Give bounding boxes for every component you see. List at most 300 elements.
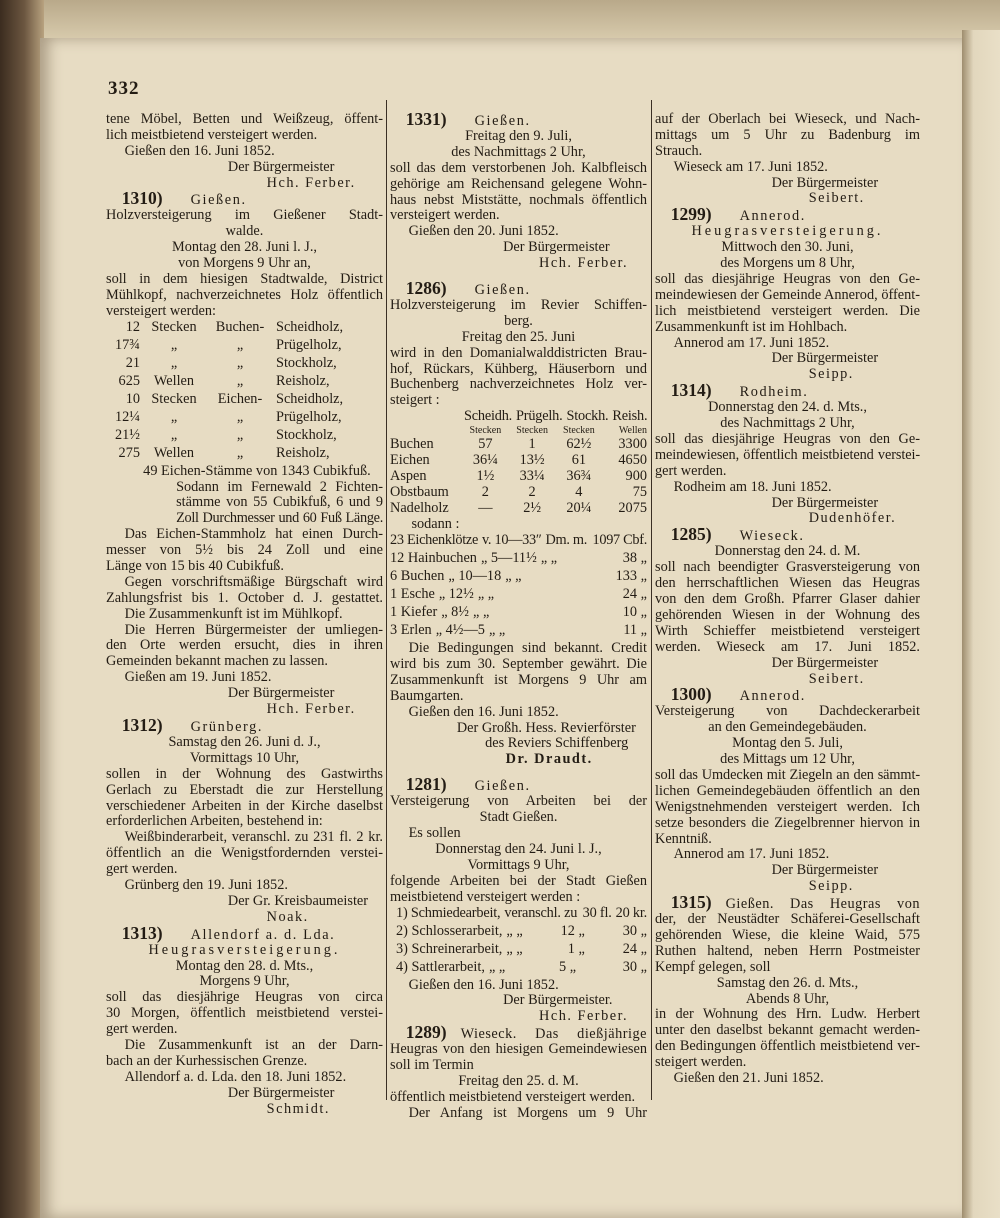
table-row bbox=[390, 469, 647, 485]
signatory-title: Der Bürgermeister bbox=[227, 686, 335, 702]
signatory-name: Seibert. bbox=[808, 191, 865, 207]
text-line: Die Bedingungen sind bekannt. Credit bbox=[408, 641, 647, 657]
cell: 12 bbox=[125, 319, 140, 335]
text-line: steigert werden. bbox=[655, 1055, 747, 1071]
text-line: Gießen den 20. Juni 1852. bbox=[408, 224, 559, 240]
text-line: gehörenden Wiese, die kleine Waid, 575 bbox=[655, 927, 920, 943]
cell bbox=[390, 409, 460, 425]
text-line: Mittwoch den 30. Juni, bbox=[721, 240, 854, 256]
cell: Obstbaum bbox=[390, 485, 449, 501]
text-line: Kenntniß. bbox=[655, 831, 712, 847]
cell: 21½ bbox=[114, 427, 140, 443]
text-line: mittags um 5 Uhr zu Badenburg im bbox=[655, 127, 920, 143]
cell: Scheidh. bbox=[464, 409, 513, 425]
cell: 20¼ bbox=[566, 501, 592, 517]
column-rule bbox=[651, 100, 652, 1100]
notice-heading bbox=[106, 718, 383, 735]
text-line: Annerod am 17. Juni 1852. bbox=[673, 335, 830, 351]
cell: 12 Hainbuchen bbox=[390, 551, 477, 567]
notice-place: Allendorf a. d. Lda. bbox=[190, 926, 336, 943]
cell: 900 bbox=[625, 469, 647, 485]
text-line: bach an der Kurhessischen Grenze. bbox=[106, 1053, 308, 1069]
text-line: gehörige am Reichensand gelegene Wohn- bbox=[390, 176, 647, 192]
signatory-name: Seipp. bbox=[808, 367, 854, 383]
cell: 10 „ bbox=[622, 605, 647, 621]
list-row bbox=[390, 551, 647, 569]
notice-place: Grünberg. bbox=[190, 718, 264, 735]
cell: „ bbox=[236, 445, 244, 461]
notice-number: 1289) bbox=[405, 1025, 447, 1043]
text-line: soll das Umdecken mit Ziegeln an den sämmt- bbox=[655, 767, 920, 783]
cell: 10 bbox=[125, 391, 140, 407]
text-line: Donnerstag den 24. Juni l. J., bbox=[435, 841, 602, 857]
cell: 20 kr. bbox=[615, 905, 647, 921]
text-line: den herrschaftlichen Wiesen das Heugras bbox=[655, 576, 920, 592]
cell: Stockholz, bbox=[276, 355, 337, 371]
text-line: Kempf gelegen, soll bbox=[655, 959, 771, 975]
text-line: Das Eichen-Stammholz hat einen Durch- bbox=[124, 527, 383, 543]
text-line: Abends 8 Uhr, bbox=[745, 991, 830, 1007]
text-line: Zusammenkunft ist Morgens 9 Uhr am bbox=[390, 672, 647, 688]
text-line: soll das diesjährige Heugras von circa bbox=[106, 990, 383, 1006]
cell: Eichen- bbox=[217, 391, 263, 407]
text-line: soll nach beendigter Grasversteigerung von bbox=[655, 560, 920, 576]
text-line: Holzversteigerung im Revier Schiffen- bbox=[390, 298, 647, 314]
notice-number: 1300) bbox=[670, 687, 712, 705]
list-row bbox=[390, 569, 647, 587]
text-line: Donnerstag den 24. d. M. bbox=[714, 544, 861, 560]
signatory-title: Der Bürgermeister bbox=[771, 863, 879, 879]
text-line: Gießen den 16. Juni 1852. bbox=[408, 704, 559, 720]
list-row bbox=[106, 410, 383, 428]
notice-heading bbox=[390, 1025, 647, 1042]
notice-heading bbox=[106, 926, 383, 943]
text-line: Wenigstnehmenden versteigert werden. Ich bbox=[655, 799, 920, 815]
text-line: Holzversteigerung im Gießener Stadt- bbox=[106, 208, 383, 224]
text-line: Ruthen haltend, neben Herrn Postmeister bbox=[655, 943, 920, 959]
cell: „ bbox=[170, 355, 178, 371]
next-page-edge bbox=[962, 30, 1000, 1218]
cell: — bbox=[478, 501, 493, 517]
list-row bbox=[390, 533, 647, 551]
signatory-name: Noak. bbox=[266, 909, 309, 925]
cell: Nadelholz bbox=[390, 501, 449, 517]
cell: 30 „ bbox=[622, 923, 647, 939]
signatory-title: Der Bürgermeister bbox=[771, 655, 879, 671]
signatory-name: Dudenhöfer. bbox=[808, 511, 897, 527]
text-line: Vormittags 10 Uhr, bbox=[189, 750, 300, 766]
table-header-row bbox=[390, 425, 647, 437]
cell: 30 „ bbox=[622, 959, 647, 975]
cell: „ „ bbox=[540, 551, 558, 567]
text-line: Gießen am 19. Juni 1852. bbox=[124, 670, 272, 686]
cell: „ bbox=[236, 373, 244, 389]
text-line: Grünberg den 19. Juni 1852. bbox=[124, 877, 288, 893]
cell: 13½ bbox=[519, 453, 545, 469]
cell: Stockh. bbox=[566, 409, 609, 425]
text-line: von den dem Großh. Pfarrer Glaser dahier bbox=[655, 592, 920, 608]
text-line: Heugras von den hiesigen Gemeindewiesen bbox=[390, 1042, 647, 1058]
signatory-title: Der Bürgermeister bbox=[227, 159, 335, 175]
signatory-name: Seipp. bbox=[808, 879, 854, 895]
book-spine bbox=[0, 0, 44, 1218]
notice-place: Annerod. bbox=[739, 688, 806, 705]
notice-number: 1299) bbox=[670, 207, 712, 225]
notice-heading bbox=[655, 895, 920, 912]
cell: 2) Schlosserarbeit, bbox=[396, 923, 503, 939]
cell: 3300 bbox=[618, 437, 647, 453]
cell: 2 bbox=[481, 485, 489, 501]
text-line: Samstag den 26. Juni d. J., bbox=[168, 734, 321, 750]
cell: Buchen- bbox=[215, 319, 265, 335]
cell: 1 Esche bbox=[390, 587, 435, 603]
text-line: sollen in der Wohnung des Gastwirths bbox=[106, 766, 383, 782]
cell: 11 „ bbox=[623, 623, 647, 639]
text-line: Gerlach zu Eberstadt die zur Herstellung bbox=[106, 782, 383, 798]
notice-place: Gießen. bbox=[474, 113, 531, 129]
cell: Scheidholz, bbox=[276, 391, 344, 407]
text-line: Heugrasversteigerung. bbox=[148, 942, 341, 958]
list-row bbox=[106, 428, 383, 446]
text-line: soll in dem hiesigen Stadtwalde, District bbox=[106, 272, 383, 288]
signatory-title: Der Gr. Kreisbaumeister bbox=[227, 893, 369, 909]
cell: Wellen bbox=[153, 445, 195, 461]
text-line: Wieseck am 17. Juni 1852. bbox=[673, 159, 828, 175]
text-line: Samstag den 26. d. Mts., bbox=[716, 975, 859, 991]
text-line: 30 Morgen, öffentlich meistbietend verstei- bbox=[106, 1006, 383, 1022]
text-line: Zusammenkunft ist im Hohlbach. bbox=[655, 319, 848, 335]
notice-number: 1285) bbox=[670, 527, 712, 545]
cell: Wellen bbox=[153, 373, 195, 389]
text-line: Gegen vorschriftsmäßige Bürgschaft wird bbox=[124, 574, 383, 590]
cell: „ bbox=[170, 427, 178, 443]
text-line: Donnerstag den 24. d. Mts., bbox=[708, 400, 867, 416]
signatory-title: des Reviers Schiffenberg bbox=[485, 736, 629, 752]
cell: 3 Erlen bbox=[390, 623, 432, 639]
cell: 275 bbox=[118, 445, 140, 461]
text-line: gert werden. bbox=[106, 1022, 178, 1038]
signatory-name: Hch. Ferber. bbox=[539, 1009, 629, 1025]
cell: „ bbox=[236, 355, 244, 371]
notice-place: Gießen. Das Heugras von bbox=[725, 896, 920, 913]
cell: „ 8½ bbox=[441, 605, 470, 621]
text-line: meindewiesen der Gemeinde Annerod, öffent- bbox=[655, 287, 920, 303]
signatory-name: Seibert. bbox=[808, 671, 865, 687]
cell: Reish. bbox=[612, 409, 647, 425]
text-line: werden. Wieseck am 17. Juni 1852. bbox=[655, 639, 920, 655]
text-line: Strauch. bbox=[655, 143, 703, 159]
notice-number: 1315) bbox=[670, 895, 712, 913]
text-line: gert werden. bbox=[655, 463, 727, 479]
notice-number: 1314) bbox=[670, 383, 712, 401]
cell: 36¾ bbox=[566, 469, 592, 485]
text-line: den Orte werden ersucht, dies in ihren bbox=[106, 638, 383, 654]
text-line: des Mittags um 12 Uhr, bbox=[720, 752, 855, 768]
signatory-name: Dr. Draudt. bbox=[505, 752, 593, 768]
notice-place: Wieseck. bbox=[739, 528, 805, 545]
text-line: hof, Rückars, Kühberg, Häuserborn und bbox=[390, 361, 647, 377]
text-line: verschiedener Arbeiten in der Kirche daselbst bbox=[106, 798, 383, 814]
text-line: Gießen den 16. Juni 1852. bbox=[408, 977, 559, 993]
cell: Stecken bbox=[151, 319, 197, 335]
text-line: Freitag den 9. Juli, bbox=[465, 129, 572, 144]
text-line: den Bedingungen öffentlich meistbietend ver- bbox=[655, 1039, 920, 1055]
cell: „ „ bbox=[488, 959, 506, 975]
cell: 33¼ bbox=[519, 469, 545, 485]
text-line: sodann : bbox=[411, 517, 460, 533]
text-line: Der Anfang ist Morgens um 9 Uhr bbox=[408, 1105, 647, 1121]
text-line: Es sollen bbox=[408, 826, 461, 842]
notice-heading bbox=[390, 112, 647, 129]
notice-place: Wieseck. Das dießjährige bbox=[460, 1026, 647, 1043]
text-line: Versteigerung von Arbeiten bei der bbox=[390, 794, 647, 810]
list-row bbox=[390, 942, 647, 960]
cell: 1 Kiefer bbox=[390, 605, 438, 621]
text-line: der, der Neustädter Schäferei-Gesellschaft bbox=[655, 912, 920, 928]
cell: 625 bbox=[118, 373, 140, 389]
text-line: Länge von 15 bis 40 Cubikfuß. bbox=[106, 559, 284, 575]
notice-heading bbox=[655, 687, 920, 704]
text-line: Buchenberg nachverzeichnetes Holz ver- bbox=[390, 377, 647, 393]
cell: „ „ bbox=[488, 623, 506, 639]
text-line: Allendorf a. d. Lda. den 18. Juni 1852. bbox=[124, 1069, 347, 1085]
text-line: steigert : bbox=[390, 393, 440, 409]
text-line: Freitag den 25. Juni bbox=[461, 329, 576, 345]
text-line: in der Wohnung des Hrn. Ludw. Herbert bbox=[655, 1007, 920, 1023]
text-line: soll das diesjährige Heugras von den Ge- bbox=[655, 272, 920, 288]
cell: 133 „ bbox=[615, 569, 647, 585]
text-line: walde. bbox=[225, 224, 264, 240]
notice-place: Annerod. bbox=[739, 208, 806, 225]
text-line: meindewiesen, öffentlich meistbietend verstei- bbox=[655, 447, 920, 463]
text-line: gert werden. bbox=[106, 862, 178, 878]
text-line: Stadt Gießen. bbox=[479, 810, 558, 826]
cell: 5 „ bbox=[559, 959, 577, 975]
cell: Wellen bbox=[618, 425, 647, 437]
cell: „ „ bbox=[506, 923, 523, 939]
text-line: lich meistbietend versteigert werden. Die bbox=[655, 303, 920, 319]
cell: Buchen bbox=[390, 437, 434, 453]
column-rule bbox=[386, 100, 387, 1100]
table-row bbox=[390, 501, 647, 517]
text-line: messer von 5½ bis 24 Zoll und eine bbox=[106, 543, 383, 559]
text-line: Zoll Durchmesser und 60 Fuß Länge. bbox=[176, 511, 383, 527]
cell: Aspen bbox=[390, 469, 427, 485]
cell: Stecken bbox=[563, 425, 595, 437]
cell: „ bbox=[236, 337, 244, 353]
cell: 24 „ bbox=[622, 941, 647, 957]
cell: „ bbox=[170, 337, 178, 353]
text-line: tene Möbel, Betten und Weißzeug, öffent- bbox=[106, 112, 383, 127]
text-line: Versteigerung von Dachdeckerarbeit bbox=[655, 704, 920, 720]
cell: 12 „ bbox=[560, 923, 585, 939]
cell: Reisholz, bbox=[276, 373, 330, 389]
cell: „ 12½ bbox=[438, 587, 474, 603]
list-row bbox=[390, 605, 647, 623]
cell: 1) Schmiedearbeit, bbox=[396, 905, 501, 921]
signatory-title: Der Großh. Hess. Revierförster bbox=[456, 720, 636, 736]
cell: Prügelh. bbox=[516, 409, 563, 425]
cell: „ „ bbox=[473, 605, 490, 621]
text-line: Annerod am 17. Juni 1852. bbox=[673, 847, 830, 863]
cell: „ 5—11½ bbox=[480, 551, 537, 567]
cell: 61 bbox=[571, 453, 587, 469]
list-row bbox=[106, 320, 383, 338]
notice-heading bbox=[106, 191, 383, 208]
cell: 62½ bbox=[566, 437, 592, 453]
cell: „ „ bbox=[506, 941, 523, 957]
cell: „ 10—18 bbox=[448, 569, 502, 585]
list-row bbox=[106, 338, 383, 356]
cell: 21 bbox=[125, 355, 140, 371]
cell: Dm. m. bbox=[545, 533, 588, 549]
signatory-title: Der Bürgermeister bbox=[771, 175, 879, 191]
list-row bbox=[390, 924, 647, 942]
table-row bbox=[390, 485, 647, 501]
signatory-name: Hch. Ferber. bbox=[266, 175, 356, 191]
text-line: Gießen den 21. Juni 1852. bbox=[673, 1070, 824, 1086]
cell: „ bbox=[236, 409, 244, 425]
notice-place: Gießen. bbox=[190, 192, 247, 209]
cell: Stecken bbox=[469, 425, 502, 437]
notice-heading bbox=[390, 281, 647, 298]
cell: 1 „ bbox=[567, 941, 585, 957]
text-line: Montag den 5. Juli, bbox=[732, 736, 843, 752]
cell: Prügelholz, bbox=[276, 337, 342, 353]
table-row bbox=[390, 453, 647, 469]
text-line: wird in den Domanialwalddistricten Brau- bbox=[390, 345, 647, 361]
list-row bbox=[106, 392, 383, 410]
signatory-title: Der Bürgermeister bbox=[503, 240, 610, 256]
signatory-title: Der Bürgermeister bbox=[771, 495, 879, 511]
text-line: stämme von 55 Cubikfuß, 6 und 9 bbox=[176, 495, 383, 511]
text-line: auf der Oberlach bei Wieseck, und Nach- bbox=[655, 112, 920, 127]
text-line: Baumgarten. bbox=[390, 688, 464, 704]
text-line: gehörenden Wiesen in der Wohnung des bbox=[655, 607, 920, 623]
list-row bbox=[390, 960, 647, 978]
text-line: 49 Eichen-Stämme von 1343 Cubikfuß. bbox=[143, 463, 371, 479]
cell: 1½ bbox=[476, 469, 495, 485]
notice-heading bbox=[655, 383, 920, 400]
notice-heading bbox=[655, 527, 920, 544]
text-line: des Nachmittags 2 Uhr, bbox=[451, 144, 586, 160]
cell: „ 4½—5 bbox=[435, 623, 485, 639]
cell: 4 bbox=[575, 485, 583, 501]
text-line: öffentlich meistbietend versteigert werden. bbox=[390, 1089, 636, 1105]
list-row bbox=[106, 446, 383, 464]
cell: Stecken bbox=[151, 391, 197, 407]
cell bbox=[390, 425, 460, 437]
cell: „ bbox=[236, 427, 244, 443]
cell: 24 „ bbox=[622, 587, 647, 603]
cell: 1 bbox=[528, 437, 536, 453]
signatory-name: Hch. Ferber. bbox=[539, 256, 629, 272]
text-line: Weißbinderarbeit, veranschl. zu 231 fl. 2 kr. bbox=[124, 830, 383, 846]
column-1 bbox=[106, 112, 383, 1117]
cell: Prügelholz, bbox=[276, 409, 342, 425]
cell: 57 bbox=[478, 437, 493, 453]
cell: 12¼ bbox=[114, 409, 140, 425]
notice-place: Rodheim. bbox=[739, 384, 809, 401]
cell: 38 „ bbox=[622, 551, 647, 567]
text-line: Montag den 28. d. Mts., bbox=[175, 958, 314, 974]
notice-place: Gießen. bbox=[474, 778, 531, 795]
text-line: Vormittags 9 Uhr, bbox=[467, 857, 570, 873]
table-header-row bbox=[390, 409, 647, 425]
text-line: Sodann im Fernewald 2 Fichten- bbox=[176, 479, 383, 495]
text-line: folgende Arbeiten bei der Stadt Gießen bbox=[390, 873, 647, 889]
text-line: von Morgens 9 Uhr an, bbox=[178, 256, 311, 272]
cell: 6 Buchen bbox=[390, 569, 445, 585]
cell: 2½ bbox=[523, 501, 542, 517]
text-line: soll im Termin bbox=[390, 1058, 474, 1074]
notice-number: 1286) bbox=[405, 281, 447, 299]
list-row bbox=[106, 374, 383, 392]
text-line: erforderlichen Arbeiten, bestehend in: bbox=[106, 814, 323, 830]
text-line: Freitag den 25. d. M. bbox=[458, 1073, 579, 1089]
text-line: Wirth Schieffer meistbietend versteigert bbox=[655, 623, 920, 639]
column-2 bbox=[390, 112, 647, 1122]
cell: „ „ bbox=[505, 569, 522, 585]
list-row bbox=[106, 356, 383, 374]
cell: Stecken bbox=[516, 425, 548, 437]
signatory-title: Der Bürgermeister bbox=[227, 1085, 335, 1101]
list-row bbox=[390, 587, 647, 605]
text-line: Die Herren Bürgermeister der umliegen- bbox=[124, 622, 383, 638]
text-line: Gemeinden bekannt machen zu lassen. bbox=[106, 654, 328, 670]
signatory-title: Der Bürgermeister bbox=[771, 351, 879, 367]
signatory-title: Der Bürgermeister. bbox=[503, 993, 613, 1009]
cell: v. 10—33″ bbox=[482, 533, 542, 549]
text-line: wird bis zum 30. September gewährt. Die bbox=[390, 657, 647, 673]
text-line: meistbietend versteigert werden : bbox=[390, 889, 581, 905]
text-line: lich meistbietend versteigert werden. bbox=[106, 127, 318, 143]
notice-number: 1313) bbox=[121, 925, 163, 943]
cell: veranschl. zu bbox=[504, 905, 578, 921]
text-line: des Morgens um 8 Uhr, bbox=[720, 256, 855, 272]
text-line: Morgens 9 Uhr, bbox=[199, 974, 290, 990]
cell: 17¾ bbox=[114, 337, 140, 353]
notice-heading bbox=[655, 207, 920, 224]
cell: Reisholz, bbox=[276, 445, 330, 461]
text-line: an den Gemeindegebäuden. bbox=[708, 720, 867, 736]
cell: 2075 bbox=[618, 501, 647, 517]
notice-number: 1281) bbox=[405, 777, 447, 795]
cell: 30 fl. bbox=[582, 905, 612, 921]
text-line: Gießen den 16. Juni 1852. bbox=[124, 143, 275, 159]
cell: Scheidholz, bbox=[276, 319, 344, 335]
notice-heading bbox=[390, 777, 647, 794]
text-line: öffentlich an die Wenigstfordernden verstei- bbox=[106, 846, 383, 862]
signatory-name: Schmidt. bbox=[266, 1101, 330, 1117]
cell: Stockholz, bbox=[276, 427, 337, 443]
text-line: unter den daselbst bekannt gemacht werden- bbox=[655, 1023, 920, 1039]
text-line: Die Zusammenkunft ist an der Darn- bbox=[124, 1037, 383, 1053]
text-line: Die Zusammenkunft ist im Mühlkopf. bbox=[124, 606, 343, 622]
text-line: Rodheim am 18. Juni 1852. bbox=[673, 479, 832, 495]
cell: 75 bbox=[632, 485, 647, 501]
text-line: versteigert werden: bbox=[106, 303, 216, 319]
scan-top-edge bbox=[44, 0, 1000, 40]
table-row bbox=[390, 437, 647, 453]
cell: „ „ bbox=[477, 587, 495, 603]
text-line: haus nebst Miststätte, nochmals öffentlich bbox=[390, 192, 647, 208]
cell: 23 Eichenklötze bbox=[390, 533, 478, 549]
text-line: des Nachmittags 2 Uhr, bbox=[720, 416, 855, 432]
text-line: Mühlkopf, nachverzeichnetes Holz öffentlich bbox=[106, 287, 383, 303]
cell: 3) Schreinerarbeit, bbox=[396, 941, 503, 957]
notice-place: Gießen. bbox=[474, 282, 531, 299]
